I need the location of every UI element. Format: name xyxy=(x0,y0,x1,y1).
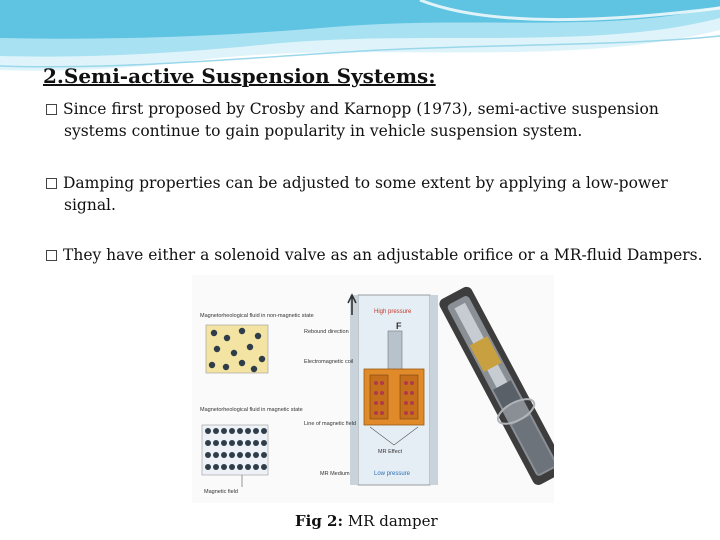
bullet-item xyxy=(46,172,704,216)
caption-label: Fig 2: xyxy=(295,512,344,530)
bullet-text: Damping properties can be adjusted to some extent by applying a low-power signal. xyxy=(63,174,668,214)
bullet-box-icon xyxy=(46,250,57,261)
slide-title: 2.Semi-active Suspension Systems: xyxy=(43,64,436,88)
label-fluid-magnetic: Magnetorheological fluid in magnetic state xyxy=(200,407,303,413)
caption-text: MR damper xyxy=(343,512,438,530)
label-fluid-nonmagnetic: Magnetorheological fluid in non-magnetic state xyxy=(200,313,314,319)
label-force: F xyxy=(396,321,402,331)
bullet-item xyxy=(46,244,704,266)
label-field-line: Line of magnetic field xyxy=(304,421,356,427)
bullet-box-icon xyxy=(46,178,57,189)
bullet-box-icon xyxy=(46,104,57,115)
label-coil: Electromagnetic coil xyxy=(304,359,354,365)
bullet-item xyxy=(46,98,704,142)
figure-caption xyxy=(295,512,438,530)
bullet-text: They have either a solenoid valve as an adjustable orifice or a MR-fluid Dampers. xyxy=(63,246,703,264)
bullet-text: Since first proposed by Crosby and Karnopp (1973), semi-active suspension systems continue to gain popularity in vehicle suspension system. xyxy=(63,100,659,140)
damper-photo-illustration xyxy=(436,284,554,488)
mr-damper-figure xyxy=(192,275,554,503)
label-mr-effect: MR Effect xyxy=(378,449,403,455)
label-high-pressure: High pressure xyxy=(374,309,412,315)
label-magnetic-field: Magnetic field xyxy=(204,489,238,495)
label-rebound: Rebound direction xyxy=(304,329,349,335)
label-low-pressure: Low pressure xyxy=(374,471,411,477)
label-mr-medium: MR Medium xyxy=(320,471,350,477)
